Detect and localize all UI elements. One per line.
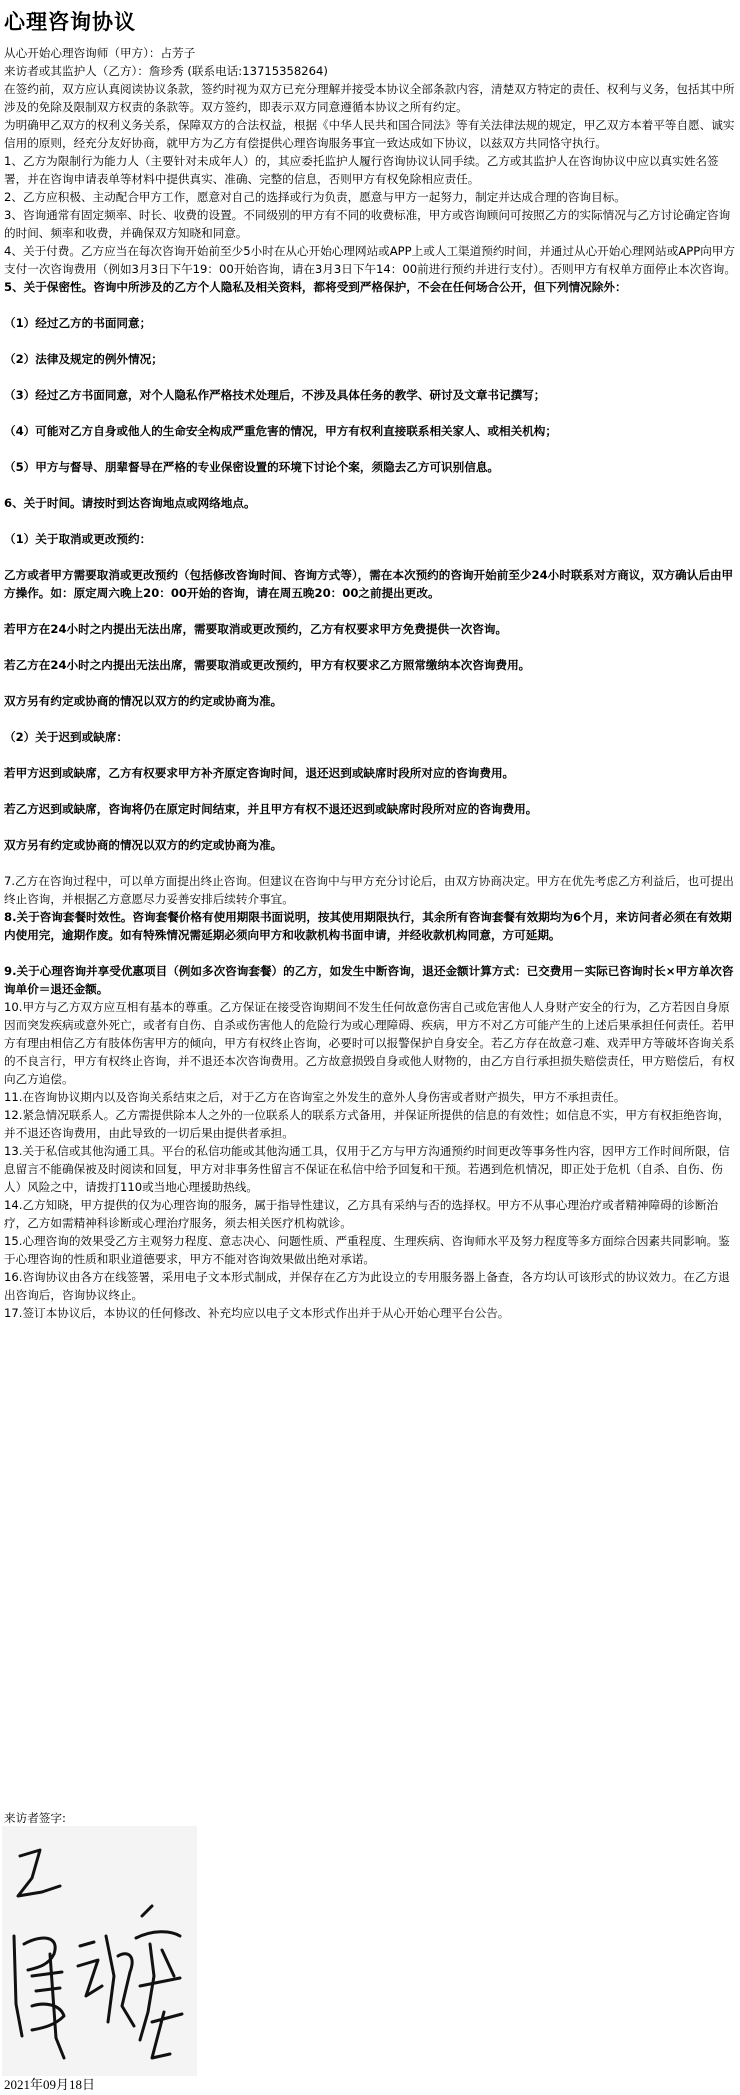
- clause-6-sub-2: （2）关于迟到或缺席：: [4, 730, 129, 744]
- clause-6-sub-1-b: 若甲方在24小时之内提出无法出席，需要取消或更改预约，乙方有权要求甲方免费提供一次咨询。: [4, 622, 508, 636]
- clause-6-sub-2-a: 若甲方迟到或缺席，乙方有权要求甲方补齐原定咨询时间，退还迟到或缺席时段所对应的咨询费用。: [4, 766, 515, 780]
- clause-13: 13.关于私信或其他沟通工具。平台的私信功能或其他沟通工具，仅用于乙方与甲方沟通预约时间更改等事务性内容，因甲方工作时间所限，信息留言不能确保被及时阅读和回复，甲方对非事务性留言不保证在私信中给予回复和干预。若遇到危机情况，即正处于危机（自杀、自伤、伤人）风险之中，请拨打110或当地心理援助热线。: [4, 1144, 730, 1194]
- clause-5: 5、关于保密性。咨询中所涉及的乙方个人隐私及相关资料，都将受到严格保护，不会在任何场合公开，但下列情况除外：: [4, 280, 627, 294]
- document-title: 心理咨询协议: [4, 10, 136, 34]
- signature-date: 2021年09月18日: [4, 2077, 96, 2092]
- counselor-line: 从心开始心理咨询师（甲方）：占芳子: [4, 46, 196, 60]
- clause-11: 11.在咨询协议期内以及咨询关系结束之后，对于乙方在咨询室之外发生的意外人身伤害或者财产损失，甲方不承担责任。: [4, 1090, 626, 1104]
- clause-9: 9.关于心理咨询并享受优惠项目（例如多次咨询套餐）的乙方，如发生中断咨询，退还金额计算方式：已交费用－实际已咨询时长×甲方单次咨询单价＝退还金额。: [4, 964, 734, 996]
- clause-2: 2、乙方应积极、主动配合甲方工作，愿意对自己的选择或行为负责，愿意与甲方一起努力，制定并达成合理的咨询目标。: [4, 190, 626, 204]
- clause-6-sub-2-b: 若乙方迟到或缺席，咨询将仍在原定时间结束，并且甲方有权不退还迟到或缺席时段所对应的咨询费用。: [4, 802, 538, 816]
- clause-17: 17.签订本协议后，本协议的任何修改、补充均应以电子文本形式作出并于从心开始心理平台公告。: [4, 1306, 510, 1320]
- clause-3: 3、咨询通常有固定频率、时长、收费的设置。不同级别的甲方有不同的收费标准，甲方或咨询顾问可按照乙方的实际情况与乙方讨论确定咨询的时间、频率和收费，并确保双方知晓和同意。: [4, 208, 731, 240]
- clause-5-item-1: （1）经过乙方的书面同意；: [4, 316, 152, 330]
- clause-5-item-2: （2）法律及规定的例外情况；: [4, 352, 163, 366]
- clause-16: 16.咨询协议由各方在线签署，采用电子文本形式制成，并保存在乙方为此设立的专用服务器上备查，各方均认可该形式的协议效力。在乙方退出咨询后，咨询协议终止。: [4, 1270, 730, 1302]
- clause-15: 15.心理咨询的效果受乙方主观努力程度、意志决心、问题性质、严重程度、生理疾病、咨询师水平及努力程度等多方面综合因素共同影响。鉴于心理咨询的性质和职业道德要求，甲方不能对咨询效果做出绝对承诺。: [4, 1234, 730, 1266]
- clause-1: 1、乙方为限制行为能力人（主要针对未成年人）的，其应委托监护人履行咨询协议认同手续。乙方或其监护人在咨询协议中应以真实姓名签署，并在咨询申请表单等材料中提供真实、准确、完整的信息，否则甲方有权免除相应责任。: [4, 154, 719, 186]
- intro-paragraph: 在签约前，双方应认真阅读协议条款，签约时视为双方已充分理解并接受本协议全部条款内容，清楚双方特定的责任、权利与义务，包括其中所涉及的免除及限制双方权责的条款等。双方签约，即表示双方同意遵循本协议之所有约定。: [4, 82, 735, 114]
- clause-6-sub-1-c: 若乙方在24小时之内提出无法出席，需要取消或更改预约，甲方有权要求乙方照常缴纳本次咨询费用。: [4, 658, 531, 672]
- handwritten-signature: [2, 1826, 197, 2076]
- clause-5-item-5: （5）甲方与督导、朋辈督导在严格的专业保密设置的环境下讨论个案，须隐去乙方可识别信息。: [4, 460, 500, 474]
- clause-8: 8.关于咨询套餐时效性。咨询套餐价格有使用期限书面说明，按其使用期限执行，其余所有咨询套餐有效期均为6个月，来访问者必须在有效期内使用完，逾期作废。如有特殊情况需延期必须向甲方和收款机构书面申请，并经收款机构同意，方可延期。: [4, 910, 732, 942]
- clause-6-sub-1-a: 乙方或者甲方需要取消或更改预约（包括修改咨询时间、咨询方式等），需在本次预约的咨询开始前至少24小时联系对方商议，双方确认后由甲方操作。如：原定周六晚上20：00开始的咨询，请在周五晚20：00之前提出更改。: [4, 568, 734, 600]
- clause-6-sub-1: （1）关于取消或更改预约：: [4, 532, 152, 546]
- purpose-paragraph: 为明确甲乙双方的权利义务关系，保障双方的合法权益，根据《中华人民共和国合同法》等有关法律法规的规定，甲乙双方本着平等自愿、诚实信用的原则，经充分友好协商，就甲方为乙方有偿提供心理咨询服务事宜一致达成如下协议，以兹双方共同恪守执行。: [4, 118, 735, 150]
- clause-4: 4、关于付费。乙方应当在每次咨询开始前至少5小时在从心开始心理网站或APP上或人工渠道预约时间，并通过从心开始心理网站或APP向甲方支付一次咨询费用（例如3月3日下午19：00开始咨询，请在3月3日下午14：00前进行预约并进行支付）。否则甲方有权单方面停止本次咨询。: [4, 244, 736, 276]
- clause-7: 7.乙方在咨询过程中，可以单方面提出终止咨询。但建议在咨询中与甲方充分讨论后，由双方协商决定。甲方在优先考虑乙方利益后，也可提出终止咨询，并根据乙方意愿尽力妥善安排后续转介事宜。: [4, 874, 734, 906]
- client-line: 来访者或其监护人（乙方）：詹珍秀 (联系电话:13715358264): [4, 64, 328, 78]
- clause-5-item-4: （4）可能对乙方自身或他人的生命安全构成严重危害的情况，甲方有权利直接联系相关家人、或相关机构；: [4, 424, 557, 438]
- signature-label: 来访者签字:: [4, 1811, 66, 1825]
- clause-6: 6、关于时间。请按时到达咨询地点或网络地点。: [4, 496, 256, 510]
- clause-12: 12.紧急情况联系人。乙方需提供除本人之外的一位联系人的联系方式备用，并保证所提供的信息的有效性；如信息不实，甲方有权拒绝咨询，并不退还咨询费用，由此导致的一切后果由提供者承担。: [4, 1108, 730, 1140]
- clause-10: 10.甲方与乙方双方应互相有基本的尊重。乙方保证在接受咨询期间不发生任何故意伤害自己或危害他人人身财产安全的行为，乙方若因自身原因而突发疾病或意外死亡，或者有自伤、自杀或伤害他人的危险行为或心理障碍、疾病，甲方不对乙方可能产生的上述后果承担任何责任。若甲方有理由相信乙方有肢体伤害甲方的倾向，甲方有权终止咨询，必要时可以报警保护自身安全。若乙方存在故意刁难、戏弄甲方等破坏咨询关系的不良言行，甲方有权终止咨询，并不退还本次咨询费用。乙方故意损毁自身或他人财物的，由乙方自行承担损失赔偿责任，甲方赔偿后，有权向乙方追偿。: [4, 1000, 735, 1086]
- clause-5-item-3: （3）经过乙方书面同意，对个人隐私作严格技术处理后，不涉及具体任务的教学、研讨及文章书记撰写；: [4, 388, 546, 402]
- clause-6-sub-2-c: 双方另有约定或协商的情况以双方的约定或协商为准。: [4, 838, 283, 852]
- clause-14: 14.乙方知晓，甲方提供的仅为心理咨询的服务，属于指导性建议，乙方具有采纳与否的选择权。甲方不从事心理治疗或者精神障碍的诊断治疗，乙方如需精神科诊断或心理治疗服务，须去相关医疗机构就诊。: [4, 1198, 719, 1230]
- clause-6-sub-1-d: 双方另有约定或协商的情况以双方的约定或协商为准。: [4, 694, 283, 708]
